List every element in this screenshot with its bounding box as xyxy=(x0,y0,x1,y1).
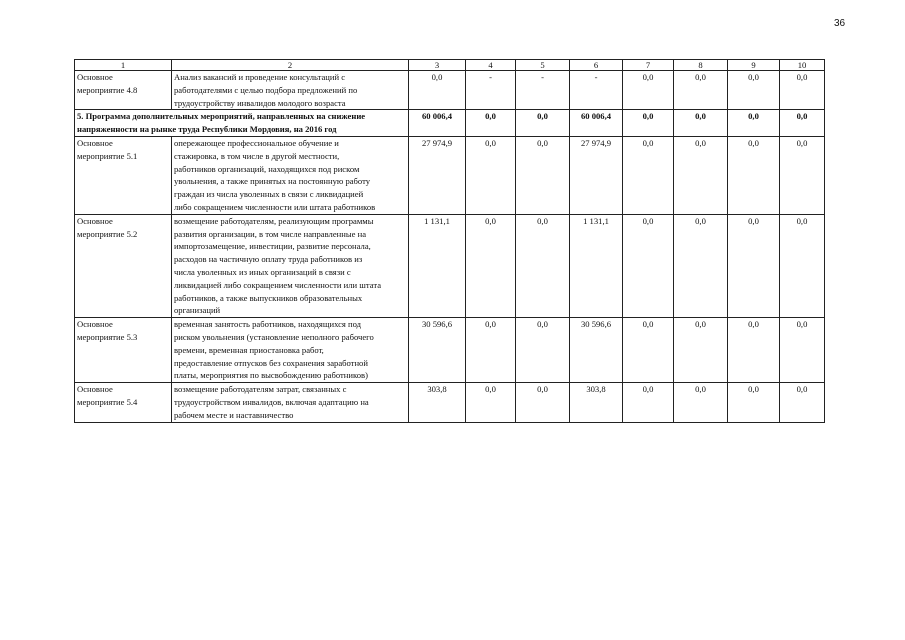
text-line: временная занятость работников, находящихся под xyxy=(174,319,362,330)
value-cell: 60 006,4 xyxy=(570,110,623,137)
activity-description xyxy=(172,71,409,110)
value-cell: 0,0 xyxy=(466,136,516,214)
text-line: Основное xyxy=(77,215,113,226)
value-cell: 0,0 xyxy=(674,71,728,110)
value-cell: 0,0 xyxy=(728,71,780,110)
value-cell: 1 131,1 xyxy=(570,214,623,317)
text-line: граждан из числа уволенных в связи с ликвидацией xyxy=(174,189,364,200)
text-line: ликвидацией либо сокращением численности или штата xyxy=(174,279,382,290)
column-header: 10 xyxy=(780,60,825,71)
value-cell: 0,0 xyxy=(466,110,516,137)
value-cell: - xyxy=(570,71,623,110)
value-cell: 0,0 xyxy=(780,214,825,317)
text-line: возмещение работодателям, реализующим программы xyxy=(174,215,374,226)
value-cell: 303,8 xyxy=(570,383,623,422)
column-header: 1 xyxy=(75,60,172,71)
text-line: числа уволенных из иных организаций в связи с xyxy=(174,266,351,277)
table-row xyxy=(75,136,825,214)
text-line: предоставление отпусков без сохранения заработной xyxy=(174,357,368,368)
text-line: импортозамещение, инвестиции, развитие персонала, xyxy=(174,241,371,252)
value-cell: 0,0 xyxy=(466,214,516,317)
column-header: 5 xyxy=(516,60,570,71)
value-cell: 27 974,9 xyxy=(409,136,466,214)
column-header: 6 xyxy=(570,60,623,71)
text-line: работников организаций, находящихся под риском xyxy=(174,163,360,174)
section-title xyxy=(75,110,409,137)
value-cell: 0,0 xyxy=(409,71,466,110)
text-line: развития организации, в том числе направленные на xyxy=(174,228,367,239)
text-line: Основное xyxy=(77,137,113,148)
value-cell: 30 596,6 xyxy=(570,318,623,383)
activity-description xyxy=(172,214,409,317)
text-line: мероприятие 4.8 xyxy=(77,84,138,95)
text-line: риском увольнения (установление неполного рабочего xyxy=(174,331,374,342)
text-line: 5. Программа дополнительных мероприятий, направленных на снижение xyxy=(77,111,366,122)
activity-description xyxy=(172,383,409,422)
value-cell: 0,0 xyxy=(674,383,728,422)
program-table xyxy=(74,59,825,423)
value-cell: 0,0 xyxy=(516,214,570,317)
activity-description xyxy=(172,136,409,214)
column-header: 3 xyxy=(409,60,466,71)
value-cell: 0,0 xyxy=(466,318,516,383)
text-line: расходов на частичную оплату труда работников из xyxy=(174,254,363,265)
value-cell: 0,0 xyxy=(780,318,825,383)
text-line: напряженности на рынке труда Республики Мордовия, на 2016 год xyxy=(77,124,337,135)
text-line: работодателями с целью подбора предложений по xyxy=(174,84,358,95)
table-body xyxy=(75,71,825,423)
value-cell: 0,0 xyxy=(516,110,570,137)
value-cell: 0,0 xyxy=(780,110,825,137)
section-row xyxy=(75,110,825,137)
text-line: опережающее профессиональное обучение и xyxy=(174,137,339,148)
value-cell: - xyxy=(516,71,570,110)
value-cell: 0,0 xyxy=(728,136,780,214)
value-cell: 0,0 xyxy=(516,318,570,383)
value-cell: 0,0 xyxy=(728,214,780,317)
text-line: мероприятие 5.1 xyxy=(77,150,138,161)
value-cell: - xyxy=(466,71,516,110)
value-cell: 0,0 xyxy=(623,71,674,110)
value-cell: 0,0 xyxy=(623,136,674,214)
value-cell: 0,0 xyxy=(623,214,674,317)
value-cell: 0,0 xyxy=(780,383,825,422)
column-header: 8 xyxy=(674,60,728,71)
text-line: мероприятие 5.4 xyxy=(77,396,138,407)
value-cell: 1 131,1 xyxy=(409,214,466,317)
value-cell: 0,0 xyxy=(623,110,674,137)
value-cell: 0,0 xyxy=(674,110,728,137)
text-line: рабочем месте и наставничество xyxy=(174,409,294,420)
text-line: увольнения, а также принятых на постоянную работу xyxy=(174,176,371,187)
column-header: 4 xyxy=(466,60,516,71)
value-cell: 0,0 xyxy=(516,383,570,422)
value-cell: 0,0 xyxy=(728,110,780,137)
activity-name xyxy=(75,383,172,422)
text-line: Основное xyxy=(77,384,113,395)
text-line: либо сокращением численности или штата работников xyxy=(174,201,376,212)
text-line: мероприятие 5.3 xyxy=(77,331,138,342)
text-line: возмещение работодателям затрат, связанных с xyxy=(174,384,347,395)
table-row xyxy=(75,383,825,422)
text-line: времени, временная приостановка работ, xyxy=(174,344,324,355)
value-cell: 0,0 xyxy=(466,383,516,422)
text-line: трудоустройству инвалидов молодого возраста xyxy=(174,97,346,108)
text-line: работников, а также выпускников образовательных xyxy=(174,292,363,303)
column-header: 9 xyxy=(728,60,780,71)
text-line: платы, мероприятия по высвобождению работников) xyxy=(174,370,368,381)
table-row xyxy=(75,318,825,383)
text-line: Анализ вакансий и проведение консультаций с xyxy=(174,72,346,82)
text-line: стажировка, в том числе в другой местности, xyxy=(174,150,340,161)
column-header: 2 xyxy=(172,60,409,71)
value-cell: 30 596,6 xyxy=(409,318,466,383)
table-row xyxy=(75,71,825,110)
text-line: мероприятие 5.2 xyxy=(77,228,138,239)
value-cell: 0,0 xyxy=(516,136,570,214)
page-number: 36 xyxy=(834,18,846,29)
text-line: трудоустройством инвалидов, включая адаптацию на xyxy=(174,396,369,407)
value-cell: 27 974,9 xyxy=(570,136,623,214)
value-cell: 0,0 xyxy=(674,214,728,317)
text-line: организаций xyxy=(174,305,221,316)
column-number-row xyxy=(75,60,825,71)
text-line: Основное xyxy=(77,319,113,330)
value-cell: 0,0 xyxy=(728,383,780,422)
activity-name xyxy=(75,318,172,383)
value-cell: 0,0 xyxy=(728,318,780,383)
activity-description xyxy=(172,318,409,383)
text-line: Основное xyxy=(77,72,113,82)
value-cell: 0,0 xyxy=(623,318,674,383)
value-cell: 303,8 xyxy=(409,383,466,422)
table-row xyxy=(75,214,825,317)
value-cell: 0,0 xyxy=(623,383,674,422)
column-header: 7 xyxy=(623,60,674,71)
value-cell: 0,0 xyxy=(674,318,728,383)
activity-name xyxy=(75,71,172,110)
value-cell: 0,0 xyxy=(674,136,728,214)
activity-name xyxy=(75,214,172,317)
value-cell: 60 006,4 xyxy=(409,110,466,137)
value-cell: 0,0 xyxy=(780,71,825,110)
value-cell: 0,0 xyxy=(780,136,825,214)
activity-name xyxy=(75,136,172,214)
